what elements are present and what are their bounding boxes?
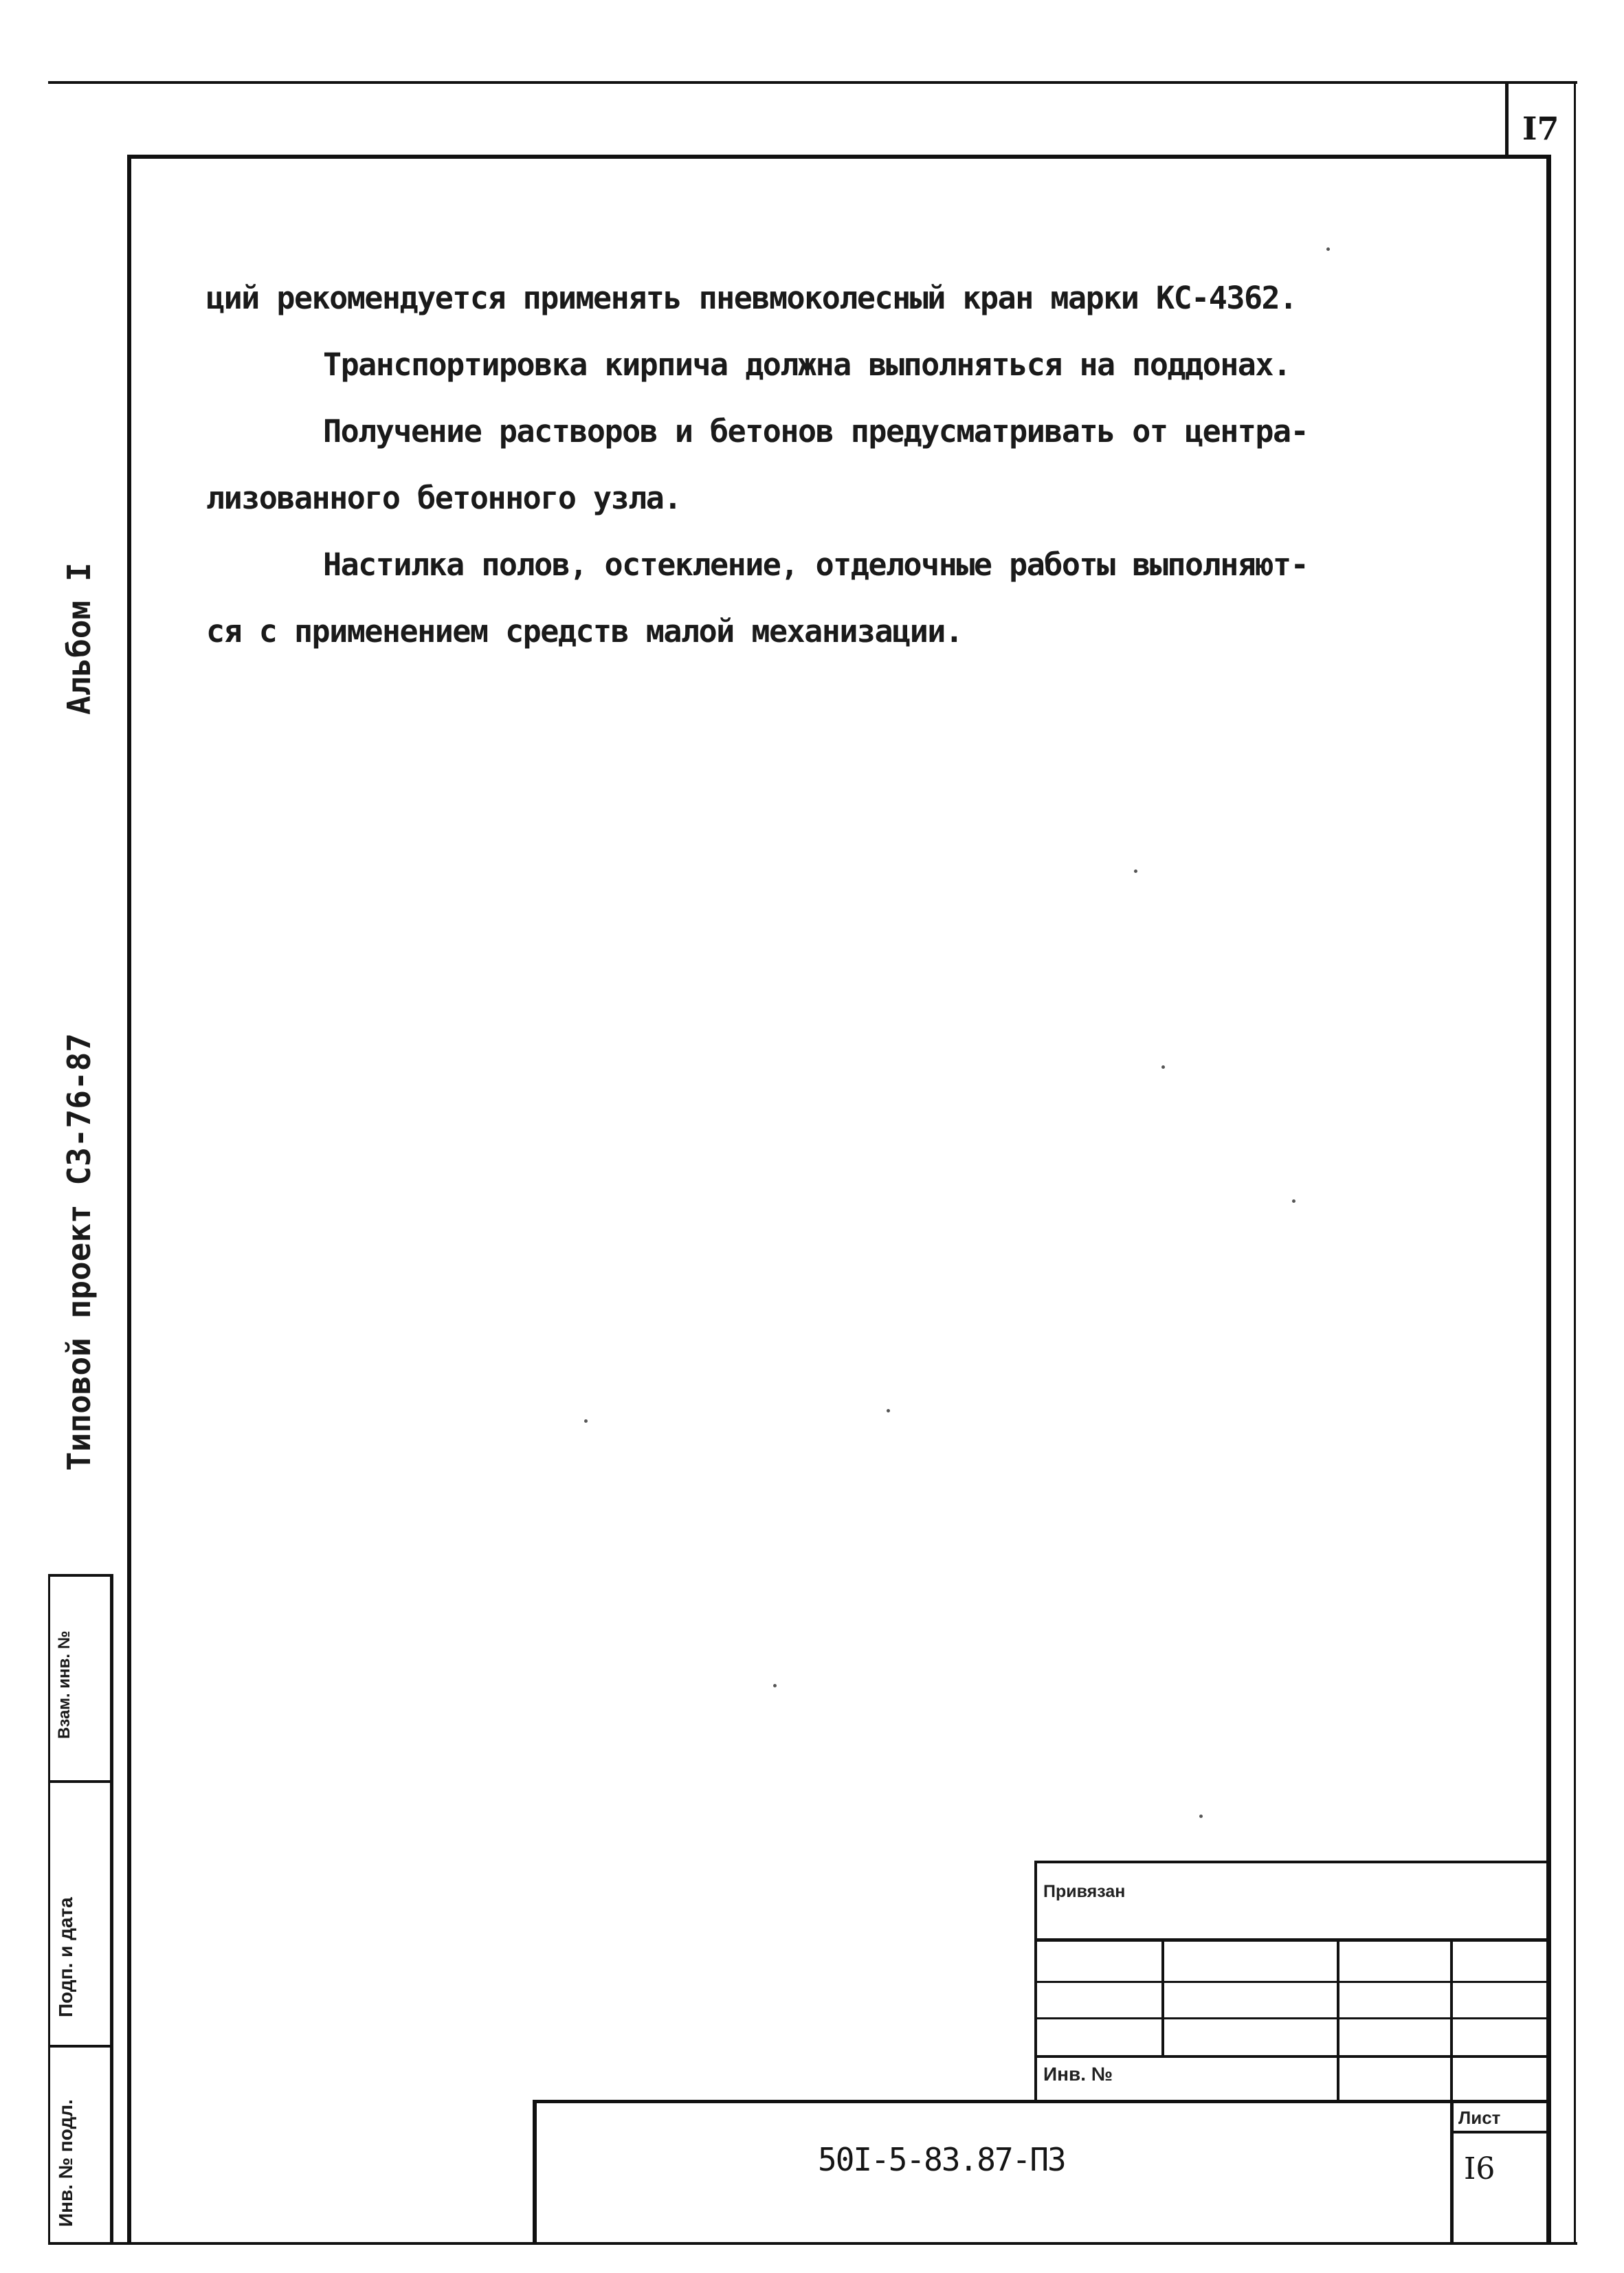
- inv-label: Инв. №: [1043, 2063, 1113, 2085]
- bound-label: Привязан: [1043, 1882, 1126, 1901]
- frame-right-outer: [1574, 82, 1576, 2244]
- scan-speck: [887, 1409, 890, 1412]
- sheet-row-sep: [1450, 2131, 1548, 2133]
- left-stamp-sep-3: [48, 2045, 113, 2048]
- body-line-1: ций рекомендуется применять пневмоколесный кран марки КС-4362.: [206, 280, 1297, 316]
- page-number-box-left: [1505, 82, 1509, 158]
- sign-date-label: Подп. и дата: [55, 1897, 76, 2017]
- left-stamp-sep-1: [48, 1574, 113, 1577]
- scan-speck: [1199, 1815, 1203, 1818]
- tb-col-3: [1450, 1938, 1453, 2101]
- left-stamp-right: [110, 1574, 113, 2244]
- tb-row-1: [1034, 1938, 1548, 1942]
- tb-col-1: [1161, 1938, 1164, 2055]
- inv-no-orig-label: Инв. № подл.: [55, 2099, 76, 2227]
- frame-right: [1546, 155, 1551, 2244]
- scan-speck: [584, 1419, 588, 1423]
- frame-left: [127, 155, 131, 2244]
- code-row-top: [533, 2100, 1548, 2103]
- frame-top: [127, 155, 1550, 159]
- tb-row-2: [1034, 1981, 1548, 1983]
- body-line-2: Транспортировка кирпича должна выполняться на поддонах.: [323, 346, 1291, 383]
- tb-row-3: [1034, 2017, 1548, 2019]
- page-number: I7: [1522, 110, 1559, 147]
- sheet-label: Лист: [1458, 2107, 1501, 2128]
- tb-col-2: [1337, 1938, 1339, 2101]
- code-row-left: [533, 2100, 537, 2244]
- scan-speck: [1161, 1065, 1165, 1069]
- album-label: Альбом I: [60, 562, 98, 715]
- project-label: Типовой проект СЗ-76-87: [60, 1033, 98, 1471]
- left-stamp-left: [48, 1574, 50, 2244]
- document-code: 50I-5-83.87-ПЗ: [818, 2141, 1065, 2178]
- sheet-number: I6: [1464, 2151, 1495, 2186]
- top-rule: [48, 81, 1577, 84]
- scan-speck: [1292, 1199, 1295, 1203]
- scan-speck: [1134, 869, 1137, 873]
- body-line-3: Получение растворов и бетонов предусматривать от центра-: [323, 413, 1309, 450]
- sheet-col-left: [1450, 2100, 1454, 2244]
- body-line-4: лизованного бетонного узла.: [206, 480, 681, 516]
- body-line-5: Настилка полов, остекление, отделочные работы выполняют-: [323, 546, 1309, 583]
- bottom-rule: [48, 2242, 1577, 2245]
- body-text: [206, 265, 1498, 665]
- tb-top: [1034, 1861, 1548, 1863]
- scan-speck: [1326, 247, 1330, 251]
- left-stamp-sep-2: [48, 1780, 113, 1783]
- scan-speck: [773, 1684, 777, 1687]
- tb-row-4: [1034, 2055, 1548, 2058]
- body-line-6: ся с применением средств малой механизации.: [206, 613, 963, 650]
- inv-orig-label: Взам. инв. №: [55, 1630, 74, 1739]
